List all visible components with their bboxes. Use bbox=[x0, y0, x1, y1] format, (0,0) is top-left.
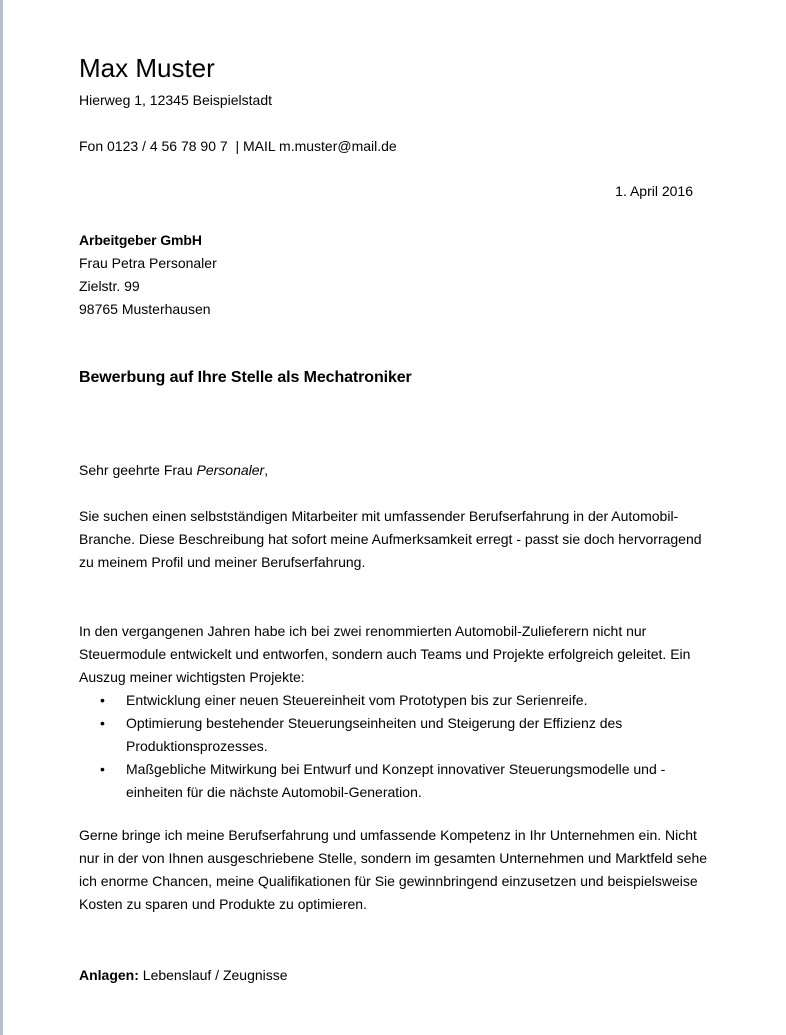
salutation-name: Personaler bbox=[196, 462, 265, 478]
sender-contact: Fon 0123 / 4 56 78 90 7 | MAIL m.muster@mail.de bbox=[79, 138, 397, 154]
recipient-block bbox=[79, 229, 217, 321]
bullet-icon: • bbox=[100, 692, 105, 708]
recipient-person: Frau Petra Personaler bbox=[79, 255, 217, 271]
paragraph-intro: Sie suchen einen selbstständigen Mitarbeiter mit umfassender Berufserfahrung in der Automobil-Branche. Diese Beschreibung hat sofort meine Aufmerksamkeit erregt - passt sie doch hervorragend zu meinem Profil und meiner Berufserfahrung. bbox=[79, 508, 702, 570]
list-item-text: Optimierung bestehender Steuerungseinheiten und Steigerung der Effizienz des Produktionsprozesses. bbox=[126, 715, 623, 754]
salutation-prefix: Sehr geehrte Frau bbox=[79, 462, 197, 478]
list-item bbox=[79, 689, 679, 712]
salutation bbox=[79, 459, 709, 482]
list-item-text: Entwicklung einer neuen Steuereinheit vom Prototypen bis zur Serienreife. bbox=[126, 692, 588, 708]
attachments-label: Anlagen: bbox=[79, 967, 139, 983]
project-list bbox=[79, 689, 679, 804]
attachments-value: Lebenslauf / Zeugnisse bbox=[138, 967, 288, 983]
list-item-text: Maßgebliche Mitwirkung bei Entwurf und Konzept innovativer Steuerungsmodelle und -einheiten für die nächste Automobil-Generation. bbox=[126, 761, 666, 800]
paragraph-closing: Gerne bringe ich meine Berufserfahrung und umfassende Kompetenz in Ihr Unternehmen ein. Nicht nur in der von Ihnen ausgeschriebene Stelle, sondern im gesamten Unternehmen und Marktfeld sehe ich enorme Chancen, meine Qualifikationen für Sie gewinnbringend einzusetzen und beispielsweise Kosten zu sparen und Produkte zu optimieren. bbox=[79, 827, 708, 912]
recipient-street: Zielstr. 99 bbox=[79, 278, 140, 294]
paragraph-experience: In den vergangenen Jahren habe ich bei zwei renommierten Automobil-Zulieferern nicht nur Steuermodule entwickelt und entworfen, sondern auch Teams und Projekte erfolgreich geleitet. Ein Auszug meiner wichtigsten Projekte: bbox=[79, 623, 691, 685]
salutation-suffix: , bbox=[264, 462, 269, 478]
list-item bbox=[79, 758, 679, 804]
page-left-edge bbox=[0, 0, 3, 1035]
attachments-line bbox=[79, 966, 288, 984]
recipient-company: Arbeitgeber GmbH bbox=[79, 232, 202, 248]
bullet-icon: • bbox=[100, 761, 105, 777]
subject-line: Bewerbung auf Ihre Stelle als Mechatroniker bbox=[79, 369, 412, 386]
letter-date: 1. April 2016 bbox=[615, 183, 693, 199]
bullet-icon: • bbox=[100, 715, 105, 731]
sender-address: Hierweg 1, 12345 Beispielstadt bbox=[79, 92, 273, 108]
sender-name: Max Muster bbox=[79, 53, 215, 83]
recipient-city: 98765 Musterhausen bbox=[79, 301, 211, 317]
list-item bbox=[79, 712, 679, 758]
